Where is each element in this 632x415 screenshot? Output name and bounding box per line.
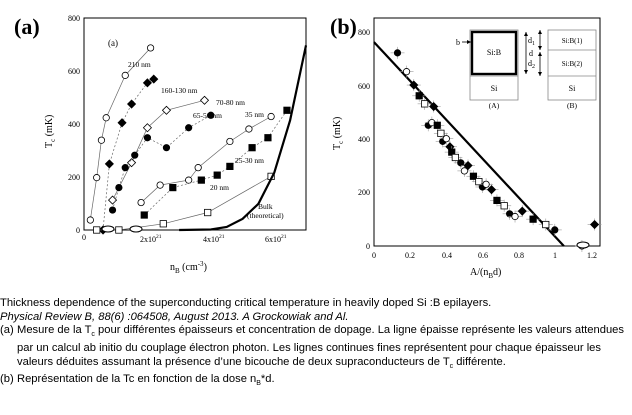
label-bulk-theoretical: (theoretical) (247, 211, 284, 220)
inset-b-d2-arrow-top (538, 52, 542, 56)
b-point-0 (394, 50, 400, 56)
b-xtick-0.4: 0.4 (442, 251, 452, 260)
caption-item-a (0, 324, 632, 373)
inset-a-si-text: Si (490, 84, 498, 93)
a-point-25-30-nm-4 (227, 163, 233, 169)
b-point-9 (438, 130, 444, 136)
b-ytick-800: 800 (358, 28, 370, 37)
inset-b-d2-text: $d_2$ (528, 59, 535, 70)
label-bulk: Bulk (258, 202, 273, 211)
a-point-25-30-nm-2 (198, 177, 204, 183)
b-point-1 (403, 68, 409, 74)
a-ytick-400: 400 (68, 120, 80, 129)
b-point-24 (501, 203, 507, 209)
a-point-70-80-nm-0 (109, 196, 117, 204)
a-point-20-nm-0 (93, 227, 99, 233)
inset-b-d1-arrow-bottom (538, 46, 542, 50)
caption-item-b (0, 373, 632, 391)
label-210nm: 210 nm (128, 60, 151, 69)
a-point-25-30-nm-1 (170, 184, 176, 190)
panel-a-plot (44, 14, 306, 275)
b-point-32 (591, 221, 599, 229)
a-point-210-nm-0 (87, 217, 93, 223)
b-ytick-400: 400 (358, 135, 370, 144)
a-arrow-marker-1 (102, 226, 114, 232)
b-baseline-arrow (577, 242, 589, 248)
inset-a-sib-text: Si:B (486, 48, 502, 57)
b-fit-line (374, 42, 564, 246)
a-point-20-nm-1 (116, 227, 122, 233)
b-ylabel: $T_c$ (mK) (332, 116, 345, 150)
a-point-160-130-nm-3 (128, 100, 136, 108)
a-point-35-nm-5 (246, 126, 252, 132)
caption-title: Thickness dependence of the superconducting critical temperature in heavily doped Si :B epilayers. (0, 297, 492, 309)
b-point-26 (512, 213, 518, 219)
a-point-210-nm-4 (122, 72, 128, 78)
a-point-35-nm-6 (268, 113, 274, 119)
a-fit-20-nm (97, 176, 271, 230)
b-point-3 (416, 93, 422, 99)
b-point-11 (443, 136, 449, 142)
figure-caption (0, 297, 632, 391)
b-point-29 (543, 221, 549, 227)
inset-a-d-text: d (529, 49, 533, 58)
a-ytick-0: 0 (76, 226, 80, 235)
label-65-50nm: 65-50 nm (193, 111, 222, 120)
a-fit-210-nm (90, 48, 150, 220)
a-ytick-800: 800 (68, 14, 80, 23)
b-xtick-0: 0 (372, 251, 376, 260)
a-point-70-80-nm-1 (128, 159, 136, 167)
label-70-80nm: 70-80 nm (216, 98, 245, 107)
a-xtick-2: $2x10^{21}$ (140, 234, 162, 244)
a-point-65-50-nm-2 (122, 164, 128, 170)
inset-a-caption: (A) (488, 101, 500, 110)
label-35nm: 35 nm (245, 110, 264, 119)
caption-item-a-text: Mesure de la $T_c$ pour différentes épaisseurs et concentration de dopage. La ligne épaisse représente les valeurs attendues par un calcul ab initio du couplage électron photon. Les lignes continues fines représentent pour chaque épaisseur les valeurs déduites assumant la présence d’une bicouche de deux supraconducteurs de $T_c$ différente. (17, 324, 624, 370)
label-20nm: 20 nm (210, 183, 229, 192)
a-xtick-6: $6x10^{21}$ (265, 234, 287, 244)
inset-a-d-arrow-bottom (524, 70, 528, 74)
a-point-210-nm-1 (93, 174, 99, 180)
a-point-20-nm-3 (204, 209, 210, 215)
caption-item-a-label: (a) (0, 324, 14, 337)
caption-citation: Physical Review B, 88(6) :064508, August 2013. A Grockowiak and Al. (0, 310, 349, 323)
b-xlabel: $A/(n_Bd)$ (470, 267, 502, 280)
a-xtick-4: $4x10^{21}$ (203, 234, 225, 244)
a-arrow-marker-2 (130, 226, 142, 232)
a-point-25-30-nm-6 (265, 135, 271, 141)
a-point-210-nm-5 (147, 45, 153, 51)
panel-b-plot (332, 18, 602, 280)
b-point-21 (483, 181, 489, 187)
label-25-30nm: 25-30 nm (235, 156, 264, 165)
a-point-35-nm-4 (227, 138, 233, 144)
a-point-25-30-nm-0 (141, 212, 147, 218)
a-point-70-80-nm-4 (201, 96, 209, 104)
b-xtick-0.8: 0.8 (514, 251, 524, 260)
b-point-14 (452, 154, 458, 160)
a-point-20-nm-2 (160, 221, 166, 227)
inset-a-b-text: b (456, 38, 460, 47)
a-curve-bulk (179, 45, 306, 230)
b-point-30 (552, 227, 558, 233)
a-point-210-nm-2 (98, 137, 104, 143)
b-point-4 (421, 101, 427, 107)
b-arrow-marker (577, 242, 589, 248)
a-point-35-nm-1 (157, 182, 163, 188)
a-point-65-50-nm-4 (144, 135, 150, 141)
inset-b-d1-text: $d_1$ (528, 36, 535, 47)
panel-a-label: (a) (14, 14, 40, 39)
a-point-35-nm-0 (138, 199, 144, 205)
panel-a-inner-label: (a) (108, 38, 118, 48)
inset-b (528, 30, 596, 110)
b-point-15 (458, 160, 464, 166)
a-ytick-600: 600 (68, 67, 80, 76)
b-point-27 (518, 207, 526, 215)
a-point-35-nm-2 (185, 177, 191, 183)
b-xtick-0.6: 0.6 (478, 251, 488, 260)
a-point-65-50-nm-1 (116, 184, 122, 190)
b-point-23 (494, 197, 500, 203)
a-point-65-50-nm-6 (185, 125, 191, 131)
a-xtick-0: 0 (82, 233, 86, 242)
a-point-25-30-nm-5 (249, 144, 255, 150)
a-xlabel: $n_B$ $(cm^{-3})$ (170, 260, 207, 275)
b-xtick-1: 1 (553, 251, 557, 260)
inset-b-si-text: Si (568, 84, 576, 93)
a-point-25-30-nm-3 (214, 172, 220, 178)
b-xtick-0.2: 0.2 (405, 251, 415, 260)
a-point-25-30-nm-7 (284, 107, 290, 113)
a-ytick-200: 200 (68, 173, 80, 182)
a-point-65-50-nm-0 (109, 207, 115, 213)
caption-item-b-label: (b) (0, 373, 14, 386)
b-xtick-1.2: 1.2 (587, 251, 597, 260)
a-point-65-50-nm-5 (163, 144, 169, 150)
inset-a (456, 30, 533, 110)
a-point-210-nm-3 (103, 115, 109, 121)
inset-b-sib2-text: Si:B(2) (561, 60, 583, 68)
b-ytick-200: 200 (358, 188, 370, 197)
b-ytick-0: 0 (366, 242, 370, 251)
a-point-65-50-nm-3 (132, 152, 138, 158)
a-fit-25-30-nm (144, 110, 287, 215)
a-point-160-130-nm-2 (118, 119, 126, 127)
a-ylabel: $T_c$ (mK) (44, 114, 57, 148)
inset-b-caption: (B) (567, 101, 577, 110)
inset-b-d2-arrow-bottom (538, 72, 542, 76)
b-point-28 (530, 216, 536, 222)
inset-b-sib1-text: Si:B(1) (561, 37, 583, 45)
caption-item-b-text: Représentation de la Tc en fonction de la dose $n_B*d$. (17, 373, 275, 388)
panel-b-label: (b) (330, 14, 357, 39)
a-point-160-130-nm-1 (105, 160, 113, 168)
label-160-130nm: 160-130 nm (161, 86, 198, 95)
inset-b-d1-arrow-top (538, 30, 542, 34)
b-ytick-600: 600 (358, 82, 370, 91)
b-point-8 (434, 122, 440, 128)
a-point-35-nm-3 (195, 164, 201, 170)
